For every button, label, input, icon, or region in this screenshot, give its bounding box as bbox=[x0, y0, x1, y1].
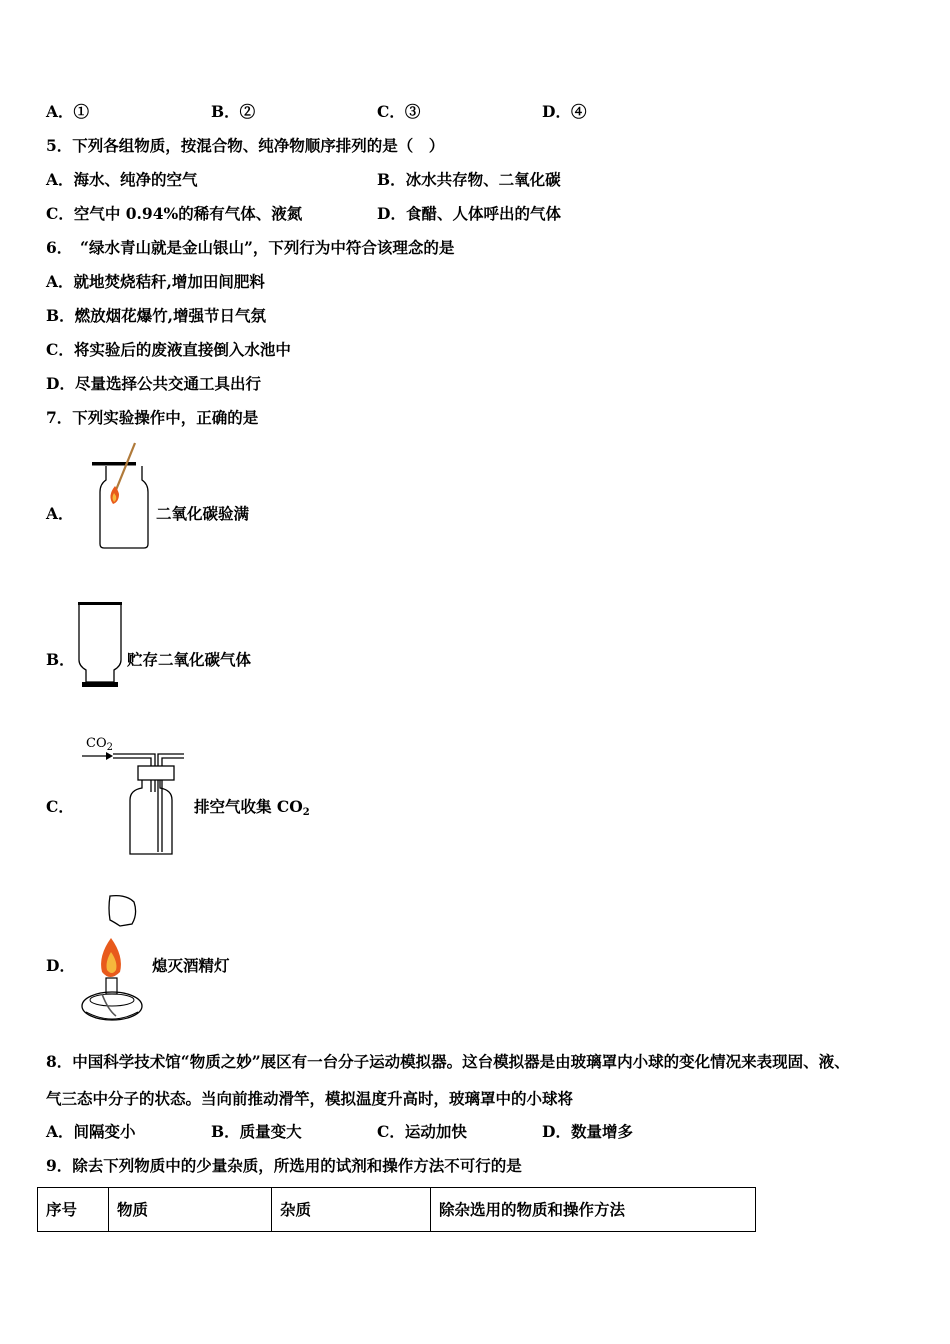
table-header-cell: 除杂选用的物质和操作方法 bbox=[431, 1188, 756, 1232]
q7-option-a-letter: A． bbox=[46, 504, 74, 523]
q4-option-b: B．② bbox=[211, 102, 256, 121]
q6-option-a: A．就地焚烧秸秆,增加田间肥料 bbox=[46, 272, 265, 291]
q7-option-d-letter: D． bbox=[46, 956, 75, 975]
co2-label-subscript: 2 bbox=[106, 742, 113, 753]
q7-option-b-caption: 贮存二氧化碳气体 bbox=[127, 650, 252, 669]
q4-option-c: C．③ bbox=[377, 102, 421, 121]
bottle-top-edge bbox=[78, 602, 122, 605]
table-header-cell: 杂质 bbox=[272, 1188, 431, 1232]
q8-option-d: D．数量增多 bbox=[542, 1122, 633, 1141]
q5-option-b: B．冰水共存物、二氧化碳 bbox=[377, 170, 561, 189]
lamp-cap bbox=[109, 896, 136, 926]
q6-option-d: D．尽量选择公共交通工具出行 bbox=[46, 374, 261, 393]
table-header-cell: 序号 bbox=[38, 1188, 109, 1232]
glass-plate bbox=[92, 462, 136, 466]
q7-stem: 7．下列实验操作中，正确的是 bbox=[46, 408, 259, 427]
q8-option-b: B．质量变大 bbox=[211, 1122, 302, 1141]
q8-stem-line1: 8．中国科学技术馆“物质之妙”展区有一台分子运动模拟器。这台模拟器是由玻璃罩内小球的变化情况来表现固、液、 bbox=[46, 1052, 850, 1071]
gas-bottle bbox=[100, 466, 148, 548]
q6-option-b: B．燃放烟花爆竹,增强节日气氛 bbox=[46, 306, 266, 325]
q8-option-a: A．间隔变小 bbox=[46, 1122, 136, 1141]
alcohol-lamp-figure bbox=[78, 892, 148, 1030]
q8-option-c: C．运动加快 bbox=[377, 1122, 467, 1141]
q5-option-d: D．食醋、人体呼出的气体 bbox=[377, 204, 561, 223]
co2-label-text: CO bbox=[86, 736, 107, 751]
q4-option-a: A．① bbox=[46, 102, 90, 121]
inverted-bottle-figure bbox=[76, 598, 128, 692]
q5-stem: 5．下列各组物质，按混合物、纯净物顺序排列的是（ ） bbox=[46, 136, 445, 155]
bottle-body bbox=[79, 604, 121, 682]
q7-option-c-caption-text: 排空气收集 CO bbox=[194, 797, 303, 816]
q5-option-a: A．海水、纯净的空气 bbox=[46, 170, 198, 189]
lamp-wick bbox=[102, 994, 116, 1016]
q7-option-c-caption-subscript: 2 bbox=[302, 807, 310, 818]
q6-option-c: C．将实验后的废液直接倒入水池中 bbox=[46, 340, 291, 359]
rubber-stopper bbox=[138, 766, 174, 780]
q7-option-b-letter: B． bbox=[46, 650, 75, 669]
q7-option-c-letter: C． bbox=[46, 797, 74, 816]
co2-test-full-figure bbox=[88, 440, 154, 552]
gas-collection-figure bbox=[80, 748, 190, 860]
q5-option-c: C．空气中 0.94%的稀有气体、液氮 bbox=[46, 204, 303, 223]
bottle-stopper bbox=[82, 682, 118, 687]
q6-stem: 6． “绿水青山就是金山银山”，下列行为中符合该理念的是 bbox=[46, 238, 455, 257]
table-header-row bbox=[38, 1188, 756, 1232]
q7-option-c-caption bbox=[194, 797, 310, 820]
q9-stem: 9．除去下列物质中的少量杂质，所选用的试剂和操作方法不可行的是 bbox=[46, 1156, 522, 1175]
q7-option-a-caption: 二氧化碳验满 bbox=[156, 504, 250, 523]
q9-table bbox=[37, 1187, 756, 1232]
q8-stem-line2: 气三态中分子的状态。当向前推动滑竿，模拟温度升高时，玻璃罩中的小球将 bbox=[46, 1089, 574, 1108]
table-header-cell: 物质 bbox=[109, 1188, 272, 1232]
q4-option-d: D．④ bbox=[542, 102, 587, 121]
wooden-splint bbox=[116, 443, 135, 490]
q7-option-d-caption: 熄灭酒精灯 bbox=[152, 956, 230, 975]
gas-flow-arrow-head bbox=[106, 752, 113, 760]
